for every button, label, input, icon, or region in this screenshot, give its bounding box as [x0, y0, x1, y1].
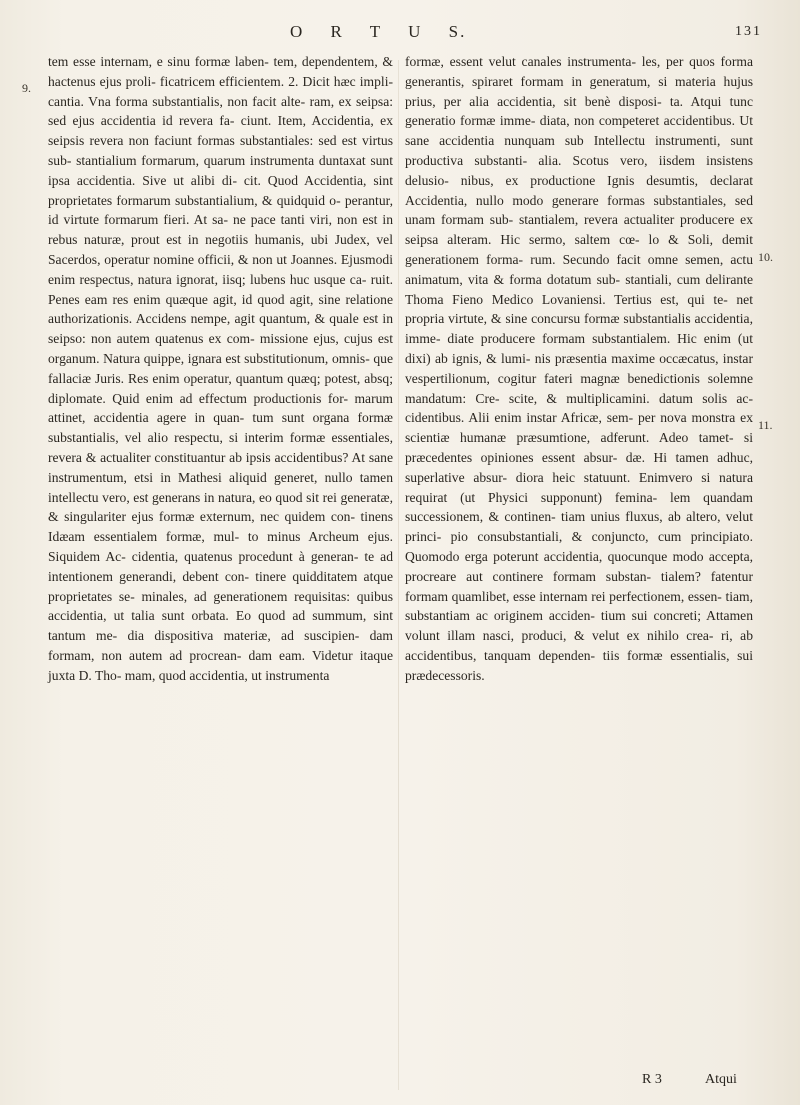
left-column — [48, 52, 393, 686]
margin-number-9: 9. — [22, 81, 31, 95]
running-title: O R T U S. — [290, 22, 467, 41]
left-column-text: tem esse internam, e sinu formæ laben- tem, dependentem, & hactenus ejus proli- ficatricem efficientem. 2. Dicit hæc impli- cantia. Vna forma substantialis, non facit alte- ram, ex seipsa: sed ejus accidentia id revera fa- ciunt. Item, Accidentia, ex seipsis revera non faciunt formas substantiales: sed est virtus sub- stantialium formarum, quarum instrumenta duntaxat sunt ipsa accidentia. Sive ut alibi di- cit. Quod Accidentia, sint proprietates formarum substantialium, & quidquid o- perantur, id virtute formarum fieri. At sa- ne pace tanti viri, non est in rebus naturæ, prout est in negotiis humanis, ubi Judex, vel Sacerdos, operatur nomine officii, & non ut Joannes. Ejusmodi enim respectus, natura ignorat, iisq; lubens huc usque ca- ruit. Penes eam res enim quæque agit, id quod agit, sine relatione authorizationis. Accidens nempe, agit quantum, & quale est in seipso: non autem quatenus ex com- missione ejus, cujus est organum. Natura quippe, ignara est substitutionum, omnis- que fallaciæ Juris. Res enim operatur, quantum quæq; potest, absq; diplomate. Quid enim ad effectum productionis for- marum attinet, accidentia agere in quan- tum sunt organa formæ substantialis, vel alio respectu, si interim formæ essentiales, revera & actualiter constituantur ab ipsis accidentibus? At sane instrumentum, etsi in Mathesi aliquid generet, nullo tamen intellectu vero, est generans in natura, eo quod sit rei generatæ, & singulariter ejus formæ externum, nec quidem con- tinens Idæam essentialem formæ, mul- to minus Archeum ejus. Siquidem Ac- cidentia, quatenus procedunt à generan- te ad intentionem generandi, debent con- tinere quidditatem atque proprietates se- minales, ad generationem requisitas: quibus accidentia, ut talia sunt orbata. Eo quod ad summum, sint tantum me- dia dispositiva materiæ, ad suscipien- dam formam, non autem ad procrean- dam eam. Videtur itaque juxta D. Tho- mam, quod accidentia, ut instrumenta — [48, 54, 393, 683]
signature-mark: R 3 — [642, 1072, 662, 1087]
running-header — [0, 20, 800, 46]
catchword: Atqui — [705, 1072, 737, 1087]
right-column-text: formæ, essent velut canales instrumenta- les, per quos forma generantis, spiraret formam in generatum, si materia hujus prius, per alia accidentia, sit benè disposi- ta. Atqui tunc generatio formæ imme- diata, non competeret accidentibus. Ut sane accidentia nunquam sub Intellectu instrumenti, sunt productiva substanti- alia. Scotus vero, iisdem insistens delusio- nibus, ex productione Ignis desumtis, declarat Accidentia, nullo modo generare formas substantiales, sed unam formam sub- stantialem, revera actualiter producere ex seipsa alteram. Hic sermo, saltem cœ- lo & Soli, demit generationem forma- rum. Secundo facit omne semen, actu animatum, vita & forma dotatum sub- stantiali, cum delirante Thoma Fieno Medico Lovaniensi. Tertius est, qui te- net propria virtute, & sine concursu formæ substantialis accidentia, imme- diate producere formam substantialem. Hic enim (ut dixi) ab ignis, & lumi- nis præsentia maxime occæcatus, instar vespertilionum, cogitur fateri magnæ benedictionis solemne mandatum: Cre- scite, & multiplicamini. datum solis ac- cidentibus. Alii enim instar Africæ, sem- per nova monstra ex scientiæ humanæ præsumtione, adferunt. Adeo tamet- si præcedentes opiniones essent absur- dæ. Hi tamen adhuc, superlative absur- diora heic statuunt. Enimvero si natura requirat (ut Physici supponunt) femina- lem quandam successionem, & continen- tiam unius fluxus, ab altero, velut princi- pio consubstantiali, & conjuncto, cum principiato. Quomodo erga poterunt accidentia, quocunque modo accepta, procreare aut continere formam substan- tialem? fatentur formam quamlibet, esse internam rei perfectionem, essen- tiam, substantiam ac originem acciden- tium sui concreti; Attamen volunt illam nasci, produci, & velut ex nihilo crea- ri, ab accidentibus, tanquam dependen- tiis formæ essentialis, sui prædecessoris. — [405, 54, 753, 683]
page-number: 131 — [735, 24, 762, 39]
right-column — [405, 52, 753, 686]
margin-number-11: 11. — [758, 418, 773, 432]
column-gutter — [398, 60, 399, 1090]
margin-number-10: 10. — [758, 250, 773, 264]
